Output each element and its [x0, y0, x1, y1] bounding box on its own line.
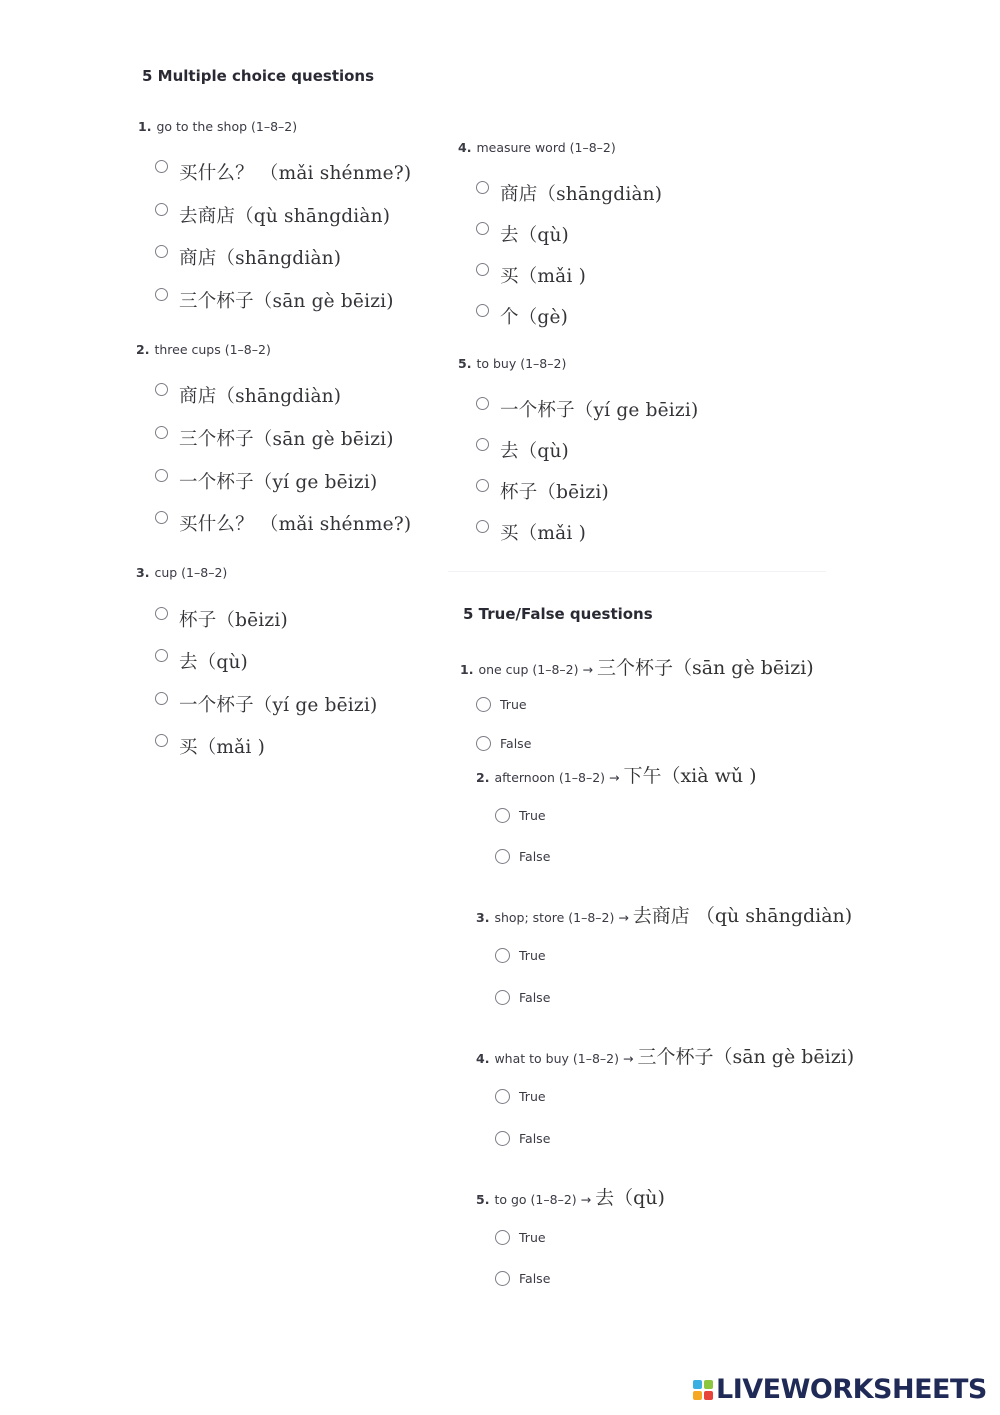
option-label: 去商店（qù shāngdiàn): [179, 206, 391, 227]
radio-button[interactable]: [155, 383, 168, 396]
mc-q4-option-4[interactable]: [476, 291, 568, 329]
radio-button[interactable]: [155, 469, 168, 482]
question-prompt: shop; store (1–8–2) →: [494, 910, 629, 925]
mc-q2-option-1[interactable]: [155, 370, 341, 408]
question-prompt: one cup (1–8–2) →: [478, 662, 593, 677]
tf-q5-true[interactable]: [495, 1230, 546, 1245]
option-label: 一个杯子（yí ge bēizi): [179, 695, 378, 716]
radio-button[interactable]: [495, 1271, 510, 1286]
question-prompt: to buy (1–8–2): [476, 356, 567, 371]
logo-square: [693, 1380, 702, 1389]
radio-button[interactable]: [476, 181, 489, 194]
option-label: 商店（shāngdiàn): [179, 386, 342, 407]
option-label: 商店（shāngdiàn): [500, 184, 663, 205]
false-label: False: [519, 1131, 551, 1146]
option-label: 去（qù): [500, 441, 569, 462]
radio-button[interactable]: [476, 479, 489, 492]
radio-button[interactable]: [495, 1131, 510, 1146]
question-number: 1.: [138, 119, 152, 134]
tf-q3-false[interactable]: [495, 990, 550, 1005]
question-prompt: what to buy (1–8–2) →: [494, 1051, 634, 1066]
mc-q2-option-2[interactable]: [155, 413, 394, 451]
question-statement: 下午（xià wǔ ): [623, 765, 757, 787]
mc-q5-option-1[interactable]: [476, 384, 698, 422]
mc-question-4: [458, 140, 616, 156]
mc-section-title: 5 Multiple choice questions: [142, 67, 375, 85]
mc-q4-option-2[interactable]: [476, 209, 569, 247]
tf-question-5: [476, 1187, 665, 1209]
option-label: 买（mǎi ): [500, 523, 586, 544]
tf-q4-true[interactable]: [495, 1089, 546, 1104]
question-number: 5.: [458, 356, 472, 371]
mc-q5-option-4[interactable]: [476, 507, 586, 545]
option-label: 去（qù): [500, 225, 569, 246]
radio-button[interactable]: [155, 607, 168, 620]
option-label: 买（mǎi ): [500, 266, 586, 287]
question-statement: 去商店 （qù shāngdiàn): [632, 905, 853, 927]
radio-button[interactable]: [476, 397, 489, 410]
question-number: 4.: [476, 1051, 490, 1066]
mc-question-2: [136, 342, 271, 358]
radio-button[interactable]: [476, 520, 489, 533]
tf-section-title: 5 True/False questions: [463, 605, 653, 623]
option-label: 一个杯子（yí ge bēizi): [179, 472, 378, 493]
tf-question-1: [460, 657, 814, 679]
radio-button[interactable]: [495, 948, 510, 963]
radio-button[interactable]: [155, 692, 168, 705]
radio-button[interactable]: [495, 990, 510, 1005]
option-label: 买什么？ （mǎi shénme?): [179, 514, 412, 535]
radio-button[interactable]: [495, 849, 510, 864]
question-number: 3.: [136, 565, 150, 580]
option-label: 三个杯子（sān gè bēizi): [179, 291, 394, 312]
option-label: 去（qù): [179, 652, 248, 673]
mc-question-5: [458, 356, 566, 372]
radio-button[interactable]: [155, 734, 168, 747]
false-label: False: [519, 1271, 551, 1286]
mc-q4-option-1[interactable]: [476, 168, 662, 206]
mc-q3-option-3[interactable]: [155, 679, 377, 717]
mc-question-3: [136, 565, 227, 581]
logo-square: [704, 1380, 713, 1389]
option-label: 一个杯子（yí ge bēizi): [500, 400, 699, 421]
radio-button[interactable]: [155, 245, 168, 258]
question-number: 2.: [476, 770, 490, 785]
option-label: 个（gè): [500, 307, 569, 328]
question-statement: 三个杯子（sān gè bēizi): [596, 657, 814, 679]
radio-button[interactable]: [495, 808, 510, 823]
question-number: 4.: [458, 140, 472, 155]
mc-q3-option-4[interactable]: [155, 721, 265, 759]
tf-q1-true[interactable]: [476, 697, 527, 712]
question-prompt: go to the shop (1–8–2): [156, 119, 298, 134]
question-prompt: measure word (1–8–2): [476, 140, 616, 155]
option-label: 买（mǎi ): [179, 737, 265, 758]
true-label: True: [519, 1230, 546, 1245]
mc-q5-option-2[interactable]: [476, 425, 569, 463]
question-statement: 去（qù): [595, 1187, 665, 1209]
radio-button[interactable]: [155, 288, 168, 301]
mc-q5-option-3[interactable]: [476, 466, 609, 504]
tf-q2-true[interactable]: [495, 808, 546, 823]
option-label: 三个杯子（sān gè bēizi): [179, 429, 394, 450]
question-prompt: to go (1–8–2) →: [494, 1192, 592, 1207]
question-prompt: three cups (1–8–2): [154, 342, 271, 357]
false-label: False: [519, 990, 551, 1005]
false-label: False: [519, 849, 551, 864]
mc-q1-option-4[interactable]: [155, 275, 394, 313]
option-label: 杯子（bēizi): [179, 610, 288, 631]
radio-button[interactable]: [476, 736, 491, 751]
false-label: False: [500, 736, 532, 751]
section-divider: [448, 571, 826, 572]
mc-q1-option-1[interactable]: [155, 147, 411, 185]
radio-button[interactable]: [155, 511, 168, 524]
tf-question-4: [476, 1046, 855, 1068]
mc-q1-option-3[interactable]: [155, 232, 341, 270]
true-label: True: [519, 808, 546, 823]
true-label: True: [519, 1089, 546, 1104]
radio-button[interactable]: [155, 426, 168, 439]
logo-square: [693, 1391, 702, 1400]
question-number: 3.: [476, 910, 490, 925]
option-label: 商店（shāngdiàn): [179, 248, 342, 269]
mc-q4-option-3[interactable]: [476, 250, 586, 288]
question-number: 1.: [460, 662, 474, 677]
radio-button[interactable]: [155, 649, 168, 662]
mc-q1-option-2[interactable]: [155, 190, 390, 228]
tf-q5-false[interactable]: [495, 1271, 550, 1286]
tf-question-2: [476, 765, 757, 787]
question-number: 2.: [136, 342, 150, 357]
radio-button[interactable]: [476, 438, 489, 451]
mc-q3-option-2[interactable]: [155, 636, 248, 674]
logo-text: LIVEWORKSHEETS: [716, 1374, 987, 1405]
mc-q3-option-1[interactable]: [155, 594, 288, 632]
option-label: 买什么？ （mǎi shénme?): [179, 163, 412, 184]
liveworksheets-logo: [693, 1374, 987, 1405]
radio-button[interactable]: [476, 263, 489, 276]
tf-q2-false[interactable]: [495, 849, 550, 864]
mc-question-1: [138, 119, 297, 135]
logo-square: [704, 1391, 713, 1400]
question-prompt: afternoon (1–8–2) →: [494, 770, 620, 785]
mc-q2-option-4[interactable]: [155, 498, 411, 536]
true-label: True: [519, 948, 546, 963]
radio-button[interactable]: [476, 222, 489, 235]
radio-button[interactable]: [155, 203, 168, 216]
question-prompt: cup (1–8–2): [154, 565, 228, 580]
radio-button[interactable]: [495, 1089, 510, 1104]
mc-q2-option-3[interactable]: [155, 456, 377, 494]
tf-q4-false[interactable]: [495, 1131, 550, 1146]
tf-q3-true[interactable]: [495, 948, 546, 963]
radio-button[interactable]: [476, 304, 489, 317]
logo-icon: [693, 1380, 713, 1400]
tf-q1-false[interactable]: [476, 736, 531, 751]
radio-button[interactable]: [476, 697, 491, 712]
option-label: 杯子（bēizi): [500, 482, 609, 503]
radio-button[interactable]: [495, 1230, 510, 1245]
radio-button[interactable]: [155, 160, 168, 173]
question-number: 5.: [476, 1192, 490, 1207]
question-statement: 三个杯子（sān gè bēizi): [637, 1046, 855, 1068]
tf-question-3: [476, 905, 853, 927]
true-label: True: [500, 697, 527, 712]
